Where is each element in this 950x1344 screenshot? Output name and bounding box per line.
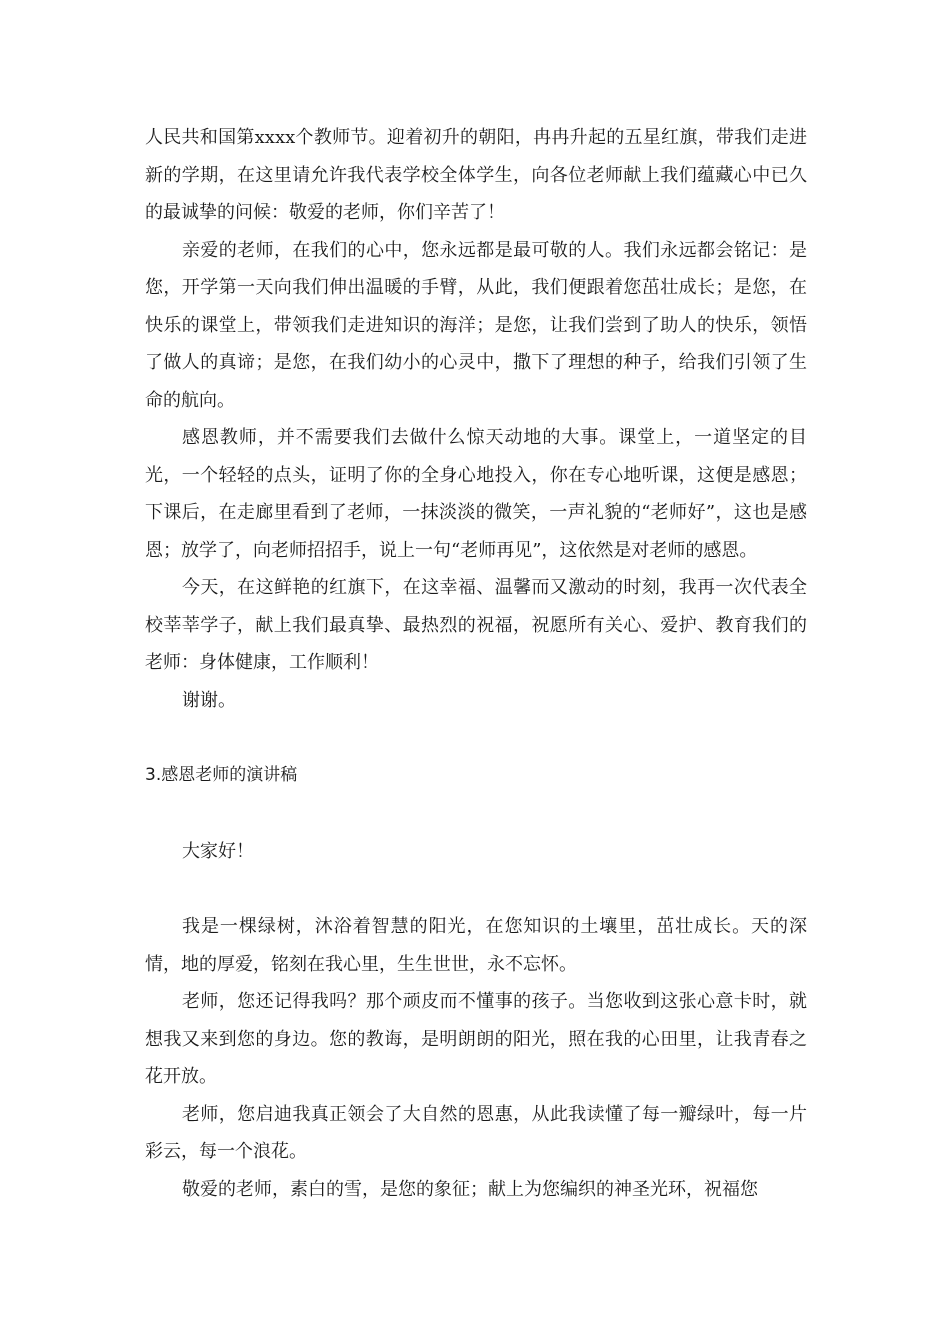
paragraph-blessing: 今天，在这鲜艳的红旗下，在这幸福、温馨而又激动的时刻，我再一次代表全校莘莘学子，献上我们最真挚、最热烈的祝福，祝愿所有关心、爱护、教育我们的老师：身体健康，工作顺利！ bbox=[145, 577, 807, 673]
paragraph-respect: 亲爱的老师，在我们的心中，您永远都是最可敬的人。我们永远都会铭记：是您，开学第一天向我们伸出温暖的手臂，从此，我们便跟着您茁壮成长；是您，在快乐的课堂上，带领我们走进知识的海洋；是您，让我们尝到了助人的快乐，领悟了做人的真谛；是您，在我们幼小的心灵中，撒下了理想的种子，给我们引领了生命的航向。 bbox=[145, 239, 807, 411]
paragraph-continuation: 人民共和国第xxxx个教师节。迎着初升的朝阳，冉冉升起的五星红旗，带我们走进新的学期，在这里请允许我代表学校全体学生，向各位老师献上我们蕴藏心中已久的最诚挚的问候：敬爱的老师，你们辛苦了！ bbox=[145, 127, 807, 223]
greeting: 大家好！ bbox=[182, 840, 254, 862]
paragraph-thanks: 谢谢。 bbox=[182, 689, 236, 711]
paragraph-remember-me: 老师，您还记得我吗？那个顽皮而不懂事的孩子。当您收到这张心意卡时，就想我又来到您的身边。您的教诲，是明朗朗的阳光，照在我的心田里，让我青春之花开放。 bbox=[145, 991, 807, 1087]
document-body bbox=[145, 119, 807, 1208]
paragraph-gratitude: 感恩教师，并不需要我们去做什么惊天动地的大事。课堂上，一道坚定的目光，一个轻轻的点头，证明了你的全身心地投入，你在专心地听课，这便是感恩；下课后，在走廊里看到了老师，一抹淡淡的微笑，一声礼貌的“老师好”，这也是感恩；放学了，向老师招招手，说上一句“老师再见”，这依然是对老师的感恩。 bbox=[145, 427, 807, 561]
paragraph-green-tree: 我是一棵绿树，沐浴着智慧的阳光，在您知识的土壤里，茁壮成长。天的深情，地的厚爱，铭刻在我心里，生生世世，永不忘怀。 bbox=[145, 916, 807, 975]
paragraph-nature: 老师，您启迪我真正领会了大自然的恩惠，从此我读懂了每一瓣绿叶，每一片彩云，每一个浪花。 bbox=[145, 1103, 807, 1162]
section-heading: 3.感恩老师的演讲稿 bbox=[145, 765, 298, 785]
paragraph-snow: 敬爱的老师，素白的雪，是您的象征；献上为您编织的神圣光环，祝福您 bbox=[182, 1178, 758, 1200]
